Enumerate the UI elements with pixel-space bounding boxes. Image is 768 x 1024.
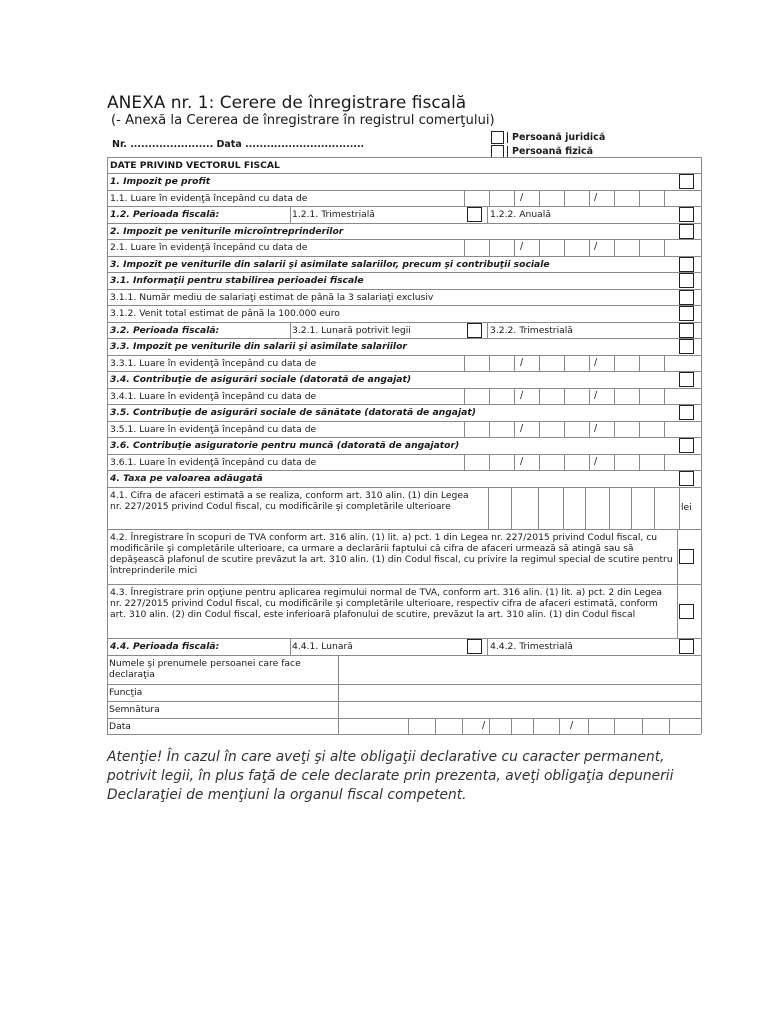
period-option-2: 1.2.2. Anuală	[490, 209, 551, 220]
section-checkbox[interactable]	[679, 174, 694, 189]
section-header: 3.4. Contribuţie de asigurări sociale (datorată de angajat)	[110, 374, 412, 385]
divider	[507, 132, 508, 143]
section-checkbox[interactable]	[679, 339, 694, 354]
date-digit-field[interactable]	[590, 356, 614, 370]
section-header: 3.3. Impozit pe veniturile din salarii şi asimilate salariilor	[110, 341, 407, 352]
nr-data-line: Nr. ....................... Data .................................	[112, 139, 365, 150]
row-label: 2.1. Luare în evidenţă începând cu data de	[110, 242, 308, 253]
turnover-digit-field[interactable]	[539, 488, 563, 528]
divider	[487, 206, 488, 223]
period-option-1-checkbox[interactable]	[467, 323, 482, 338]
divider	[290, 322, 291, 338]
date-digit-field[interactable]	[465, 356, 489, 370]
signature-date-field[interactable]	[409, 719, 699, 733]
section-header: 1. Impozit pe profit	[110, 176, 211, 187]
date-digit-field[interactable]	[540, 455, 564, 469]
date-separator: /	[594, 357, 598, 368]
row-checkbox[interactable]	[679, 290, 694, 305]
date-separator: /	[594, 390, 598, 401]
date-digit-field[interactable]	[515, 455, 539, 469]
section-header: 4. Taxa pe valoarea adăugată	[110, 473, 263, 484]
date-digit-field[interactable]	[590, 240, 614, 255]
divider	[107, 305, 701, 306]
divider	[507, 146, 508, 157]
row-label: 1.1. Luare în evidenţă începând cu data de	[110, 193, 308, 204]
row-label: 3.1.1. Număr mediu de salariaţi estimat de până la 3 salariaţi exclusiv	[110, 292, 434, 303]
section-checkbox[interactable]	[679, 224, 694, 239]
turnover-digit-field[interactable]	[655, 488, 679, 528]
divider	[664, 388, 665, 404]
row-checkbox[interactable]	[679, 306, 694, 321]
turnover-digit-field[interactable]	[512, 488, 538, 528]
turnover-digit-field[interactable]	[586, 488, 609, 528]
date-digit-field[interactable]	[640, 356, 664, 370]
divider	[664, 421, 665, 437]
date-digit-field[interactable]	[640, 422, 664, 436]
period-option-1: 4.4.1. Lunară	[292, 641, 353, 652]
section-header: 2. Impozit pe veniturile microîntreprinderilor	[110, 226, 344, 237]
period-option-1: 1.2.1. Trimestrială	[292, 209, 375, 220]
date-digit-field[interactable]	[640, 389, 664, 403]
divider	[677, 529, 678, 584]
date-digit-field[interactable]	[640, 240, 664, 255]
divider	[107, 173, 701, 174]
divider	[338, 718, 339, 734]
turnover-digit-field[interactable]	[610, 488, 631, 528]
section-checkbox[interactable]	[679, 372, 694, 387]
date-digit-field[interactable]	[565, 455, 589, 469]
turnover-digit-field[interactable]	[564, 488, 585, 528]
row-label: 3.4.1. Luare în evidenţă începând cu data de	[110, 391, 317, 402]
period-label: 3.2. Perioada fiscală:	[110, 325, 220, 336]
label-persoana-fizica: Persoană fizică	[512, 146, 594, 157]
date-digit-field[interactable]	[590, 455, 614, 469]
divider	[679, 487, 680, 529]
date-digit-field[interactable]	[640, 191, 664, 205]
row-label: 3.6.1. Luare în evidenţă începând cu data de	[110, 457, 317, 468]
option-persoana-juridica[interactable]	[491, 131, 605, 144]
date-separator: /	[570, 720, 574, 731]
date-digit-field[interactable]	[465, 455, 489, 469]
section-header: 3. Impozit pe veniturile din salarii şi asimilate salariilor, precum şi contribuţii sociale	[110, 259, 550, 270]
date-digit-field[interactable]	[490, 356, 514, 370]
divider	[664, 190, 665, 206]
date-digit-field[interactable]	[615, 455, 639, 469]
date-digit-field[interactable]	[540, 191, 564, 205]
date-digit-field[interactable]	[615, 191, 639, 205]
date-separator: /	[520, 241, 524, 252]
signature-row-label: Semnătura	[109, 704, 160, 715]
date-digit-field[interactable]	[465, 191, 489, 205]
divider	[664, 355, 665, 371]
date-digit-field[interactable]	[540, 389, 564, 403]
divider	[701, 157, 702, 734]
turnover-label: 4.1. Cifra de afaceri estimată a se realiza, conform art. 310 alin. (1) din Legea nr. 227/2015 privind Codul fiscal, cu modificările şi completările ulterioare	[110, 490, 469, 512]
divider	[107, 734, 701, 735]
date-digit-field[interactable]	[490, 422, 514, 436]
period-option-2-checkbox[interactable]	[679, 207, 694, 222]
date-digit-field[interactable]	[590, 389, 614, 403]
page-subtitle: (- Anexă la Cererea de înregistrare în registrul comerţului)	[111, 113, 495, 128]
period-label: 1.2. Perioada fiscală:	[110, 209, 220, 220]
period-option-2-checkbox[interactable]	[679, 323, 694, 338]
signature-row-label: Funcţia	[109, 687, 143, 698]
date-separator: /	[520, 192, 524, 203]
date-digit-field[interactable]	[515, 240, 539, 255]
section-checkbox[interactable]	[679, 257, 694, 272]
divider	[107, 223, 701, 224]
date-separator: /	[594, 423, 598, 434]
row-label: 3.3.1. Luare în evidenţă începând cu data de	[110, 358, 317, 369]
date-digit-field[interactable]	[565, 191, 589, 205]
date-separator: /	[520, 423, 524, 434]
divider	[107, 157, 701, 158]
section-header: DATE PRIVIND VECTORUL FISCAL	[110, 160, 280, 171]
date-digit-field[interactable]	[465, 389, 489, 403]
row-label: 3.5.1. Luare în evidenţă începând cu data de	[110, 424, 317, 435]
row-label: 4.3. Înregistrare prin opţiune pentru aplicarea regimului normal de TVA, conform art. 316 alin. (1) lit. a) pct. 2 din Legea nr. 227/2015 privind Codul fiscal, cu modificările şi completările ulterioare, respectiv cifra de afaceri estimată, conform art. 310 alin. (2) din Codul fiscal, este inferioară plafonului de scutire, prevăzut la art. 310 alin. (1) din Codul fiscal	[110, 587, 663, 620]
divider	[107, 638, 701, 639]
date-digit-field[interactable]	[540, 240, 564, 255]
signature-input-field[interactable]	[339, 702, 700, 717]
divider	[677, 584, 678, 638]
date-digit-field[interactable]	[490, 455, 514, 469]
divider	[664, 239, 665, 256]
date-separator: /	[520, 456, 524, 467]
date-separator: /	[520, 390, 524, 401]
divider	[107, 584, 701, 585]
date-digit-field[interactable]	[615, 240, 639, 255]
period-option-2: 4.4.2. Trimestrială	[490, 641, 573, 652]
period-option-2-checkbox[interactable]	[679, 639, 694, 654]
date-separator: /	[594, 456, 598, 467]
date-digit-field[interactable]	[540, 356, 564, 370]
turnover-digit-field[interactable]	[632, 488, 654, 528]
date-digit-field[interactable]	[615, 422, 639, 436]
date-digit-field[interactable]	[515, 191, 539, 205]
label-persoana-juridica: Persoană juridică	[512, 132, 606, 143]
divider	[107, 272, 701, 273]
currency-unit: lei	[681, 502, 692, 513]
signature-row-label: Data	[109, 721, 131, 732]
turnover-digit-field[interactable]	[489, 488, 511, 528]
divider	[107, 157, 108, 734]
divider	[107, 256, 701, 257]
date-digit-field[interactable]	[540, 422, 564, 436]
period-option-1: 3.2.1. Lunară potrivit legii	[292, 325, 411, 336]
divider	[487, 322, 488, 338]
divider	[107, 322, 701, 323]
divider	[107, 289, 701, 290]
period-option-1-checkbox[interactable]	[467, 639, 482, 654]
checkbox-persoana-juridica[interactable]	[491, 131, 504, 144]
date-digit-field[interactable]	[515, 356, 539, 370]
date-digit-field[interactable]	[565, 356, 589, 370]
date-digit-field[interactable]	[515, 422, 539, 436]
section-header: 3.6. Contribuţie asiguratorie pentru muncă (datorată de angajator)	[110, 440, 460, 451]
date-digit-field[interactable]	[565, 240, 589, 255]
section-checkbox[interactable]	[679, 405, 694, 420]
divider	[107, 338, 701, 339]
date-digit-field[interactable]	[515, 389, 539, 403]
period-option-2: 3.2.2. Trimestrială	[490, 325, 573, 336]
divider	[107, 371, 701, 372]
period-label: 4.4. Perioada fiscală:	[110, 641, 220, 652]
divider	[107, 529, 701, 530]
date-digit-field[interactable]	[490, 389, 514, 403]
section-checkbox[interactable]	[679, 438, 694, 453]
date-digit-field[interactable]	[565, 422, 589, 436]
signature-input-field[interactable]	[339, 656, 700, 683]
fiscal-vector-form	[107, 157, 701, 734]
date-digit-field[interactable]	[615, 356, 639, 370]
divider	[487, 638, 488, 655]
divider	[107, 206, 701, 207]
divider	[664, 454, 665, 470]
section-header: 3.5. Contribuţie de asigurări sociale de sănătate (datorată de angajat)	[110, 407, 476, 418]
date-digit-field[interactable]	[490, 191, 514, 205]
row-checkbox[interactable]	[679, 604, 694, 619]
divider	[107, 404, 701, 405]
date-digit-field[interactable]	[490, 240, 514, 255]
date-digit-field[interactable]	[565, 389, 589, 403]
divider	[290, 638, 291, 655]
date-digit-field[interactable]	[465, 422, 489, 436]
date-digit-field[interactable]	[590, 422, 614, 436]
section-checkbox[interactable]	[679, 273, 694, 288]
section-checkbox[interactable]	[679, 471, 694, 486]
date-separator: /	[520, 357, 524, 368]
page-title: ANEXA nr. 1: Cerere de înregistrare fiscală	[107, 93, 467, 113]
divider	[290, 206, 291, 223]
date-separator: /	[482, 720, 486, 731]
row-label: 3.1.2. Venit total estimat de până la 100.000 euro	[110, 308, 340, 319]
date-digit-field[interactable]	[615, 389, 639, 403]
date-separator: /	[594, 192, 598, 203]
section-header: 3.1. Informaţii pentru stabilirea perioadei fiscale	[110, 275, 364, 286]
date-separator: /	[594, 241, 598, 252]
date-digit-field[interactable]	[590, 191, 614, 205]
divider	[107, 437, 701, 438]
divider	[107, 470, 701, 471]
row-label: 4.2. Înregistrare în scopuri de TVA conform art. 316 alin. (1) lit. a) pct. 1 din Legea nr. 227/2015 privind Codul fiscal, cu modificările şi completările ulterioare, ca urmare a declarării faptului că cifra de afaceri urmează să atingă sau să depăşească plafonul de scutire prevăzut la art. 310 alin. (1) din Codul fiscal, cu privire la regimul special de scutire pentru întreprinderile mici	[110, 532, 673, 576]
date-digit-field[interactable]	[465, 240, 489, 255]
attention-note: Atenţie! În cazul în care aveţi şi alte obligaţii declarative cu caracter permanent, potrivit legii, în plus faţă de cele declarate prin prezenta, aveţi obligaţia depunerii Declaraţiei de menţiuni la organul fiscal competent.	[107, 749, 674, 803]
period-option-1-checkbox[interactable]	[467, 207, 482, 222]
signature-row-label: Numele şi prenumele persoanei care face declaraţia	[109, 658, 301, 680]
date-digit-field[interactable]	[640, 455, 664, 469]
row-checkbox[interactable]	[679, 549, 694, 564]
signature-input-field[interactable]	[339, 685, 700, 700]
